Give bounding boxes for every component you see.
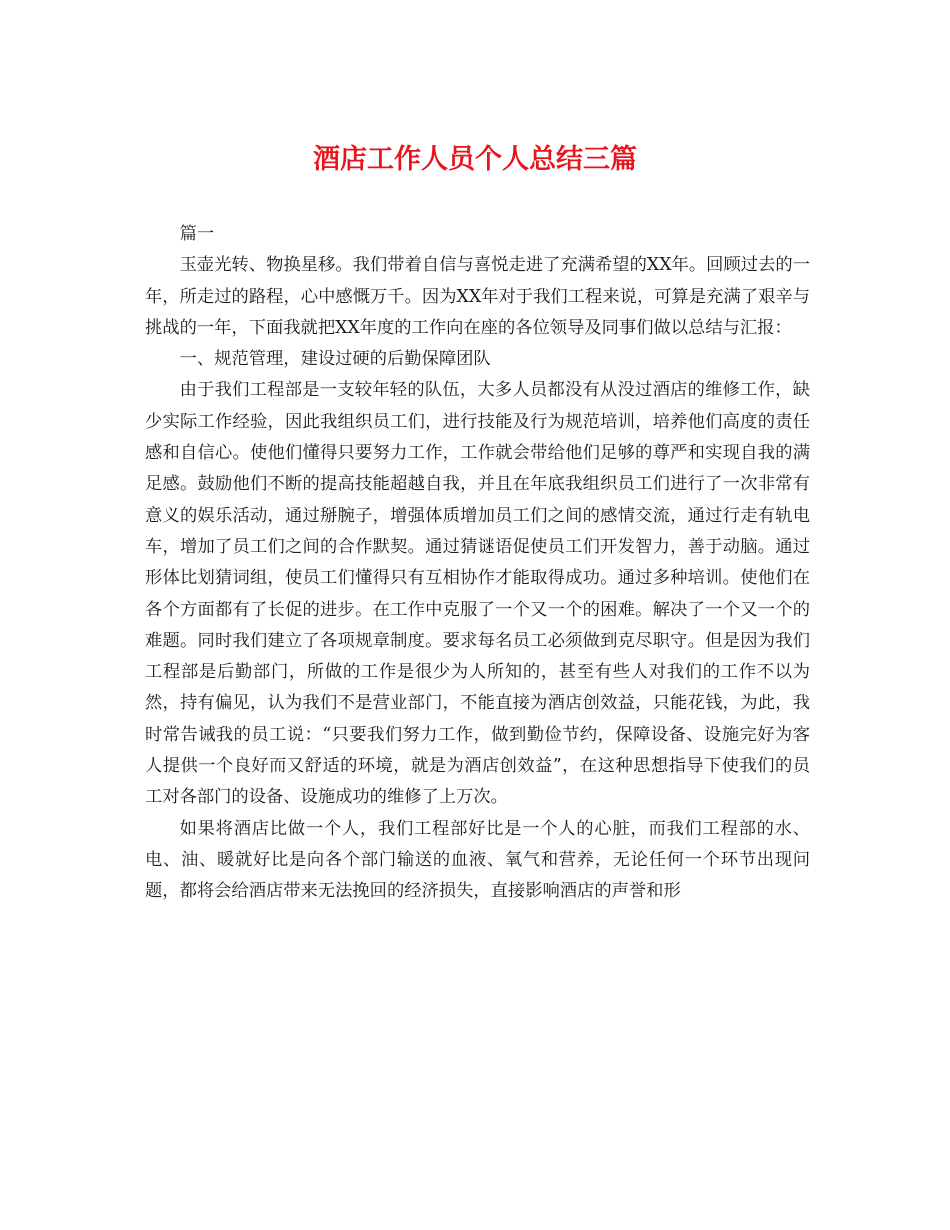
- body-paragraph: 由于我们工程部是一支较年轻的队伍，大多人员都没有从没过酒店的维修工作，缺少实际工作经验，因此我组织员工们，进行技能及行为规范培训，培养他们高度的责任感和自信心。使他们懂得只要努力工作，工作就会带给他们足够的尊严和实现自我的满足感。鼓励他们不断的提高技能超越自我，并且在年底我组织员工们进行了一次非常有意义的娱乐活动，通过掰腕子，增强体质增加员工们之间的感情交流，通过行走有轨电车，增加了员工们之间的合作默契。通过猜谜语促使员工们开发智力，善于动脑。通过形体比划猜词组，使员工们懂得只有互相协作才能取得成功。通过多种培训。使他们在各个方面都有了长促的进步。在工作中克服了一个又一个的困难。解决了一个又一个的难题。同时我们建立了各项规章制度。要求每名员工必须做到克尽职守。但是因为我们工程部是后勤部门，所做的工作是很少为人所知的，甚至有些人对我们的工作不以为然，持有偏见，认为我们不是营业部门，不能直接为酒店创效益，只能花钱，为此，我时常告诫我的员工说：“只要我们努力工作，做到勤俭节约，保障设备、设施完好为客人提供一个良好而又舒适的环境，就是为酒店创效益”，在这种思想指导下使我们的员工对各部门的设备、设施成功的维修了上万次。: [145, 380, 810, 808]
- body-paragraph: 玉壶光转、物换星移。我们带着自信与喜悦走进了充满希望的XX年。回顾过去的一年，所走过的路程，心中感慨万千。因为XX年对于我们工程来说，可算是充满了艰辛与挑战的一年，下面我就把XX年度的工作向在座的各位领导及同事们做以总结与汇报：: [145, 255, 810, 338]
- body-paragraph: 如果将酒店比做一个人，我们工程部好比是一个人的心脏，而我们工程部的水、电、油、暖就好比是向各个部门输送的血液、氧气和营养，无论任何一个环节出现问题，都将会给酒店带来无法挽回的经济损失，直接影响酒店的声誉和形: [145, 818, 810, 902]
- section-heading: 篇一: [179, 224, 215, 244]
- subsection-heading: 一、规范管理，建设过硬的后勤保障团队: [179, 349, 491, 370]
- document-body: [145, 219, 810, 908]
- document-title: 酒店工作人员个人总结三篇: [313, 144, 637, 175]
